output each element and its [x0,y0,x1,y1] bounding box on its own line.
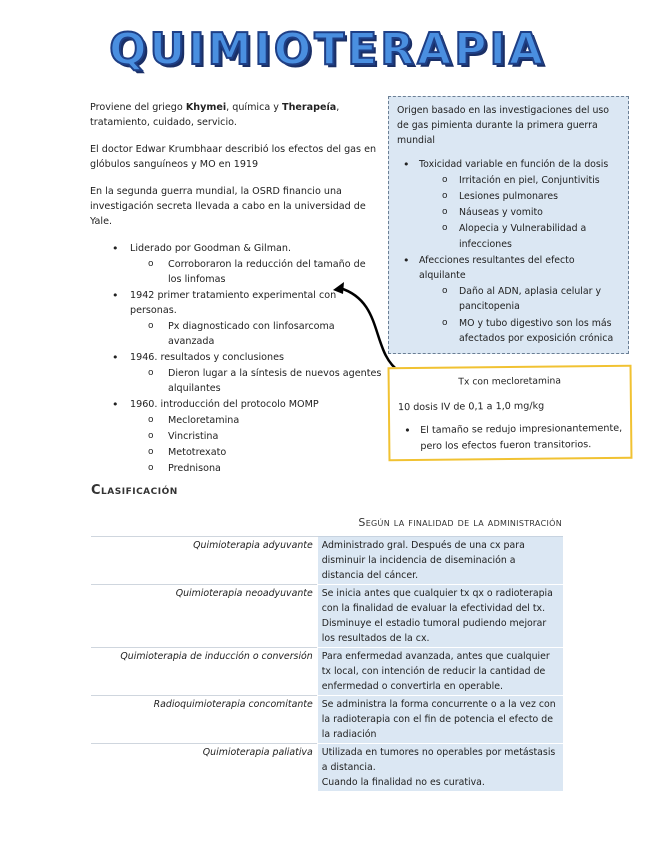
sub-list-item: o Vincristina [90,429,382,444]
list-item: • 1960. introducción del protocolo MOMP [90,397,382,412]
row-description: Administrado gral. Después de una cx para disminuir la incidencia de diseminación a distancia del cáncer. [317,537,563,585]
sub-list-item: o Prednisona [90,461,382,476]
sub-list-item: o Dieron lugar a la síntesis de nuevos agentes alquilantes [90,366,382,396]
row-label: Quimioterapia paliativa [91,744,317,792]
origin-box [388,96,629,354]
sub-list-item: o Px diagnosticado con linfosarcoma avanzada [90,319,382,349]
row-description: Se inicia antes que cualquier tx qx o radioterapia con la finalidad de evaluar la efectividad del tx. Disminuye el estadio tumoral pudiendo mejorar los resultados de la cx. [317,585,563,648]
sub-list-item: o Mecloretamina [90,413,382,428]
treatment-dose: 10 dosis IV de 0,1 a 1,0 mg/kg [397,400,545,414]
sub-list-item: o Lesiones pulmonares [397,189,620,204]
table-subtitle: Según la finalidad de la administración [358,516,562,529]
term-therapeia: Therapeía [282,102,337,113]
origin-intro: Origen basado en las investigaciones del uso de gas pimienta durante la primera guerra mundial [397,105,610,147]
list-item: • Toxicidad variable en función de la dosis [397,157,620,172]
text-span: Proviene del griego [90,102,186,113]
list-item: • 1942 primer tratamiento experimental con personas. [90,288,382,318]
sub-list-item: o Metotrexato [90,445,382,460]
table-row [91,696,564,744]
treatment-box [388,365,633,462]
sub-list-item: o Corroboraron la reducción del tamaño de los linfomas [90,257,382,287]
origin-list [397,157,620,346]
sub-list-item: o Irritación en piel, Conjuntivitis [397,173,620,188]
list-item: • Liderado por Goodman & Gilman. [90,241,382,256]
classification-table [91,536,564,792]
section-heading: Clasificación [91,483,178,498]
intro-paragraph-osrd: En la segunda guerra mundial, la OSRD financio una investigación secreta llevada a cabo en la universidad de Yale. [90,186,366,227]
row-description: Utilizada en tumores no operables por metástasis a distancia. Cuando la finalidad no es curativa. [317,744,563,792]
page-title: QUIMIOTERAPIA [109,24,546,75]
sub-list-item: o Daño al ADN, aplasia celular y pancitopenia [397,284,620,314]
list-item: • Afecciones resultantes del efecto alquilante [397,253,620,283]
list-item: • 1946. resultados y conclusiones [90,350,382,365]
row-label: Quimioterapia neoadyuvante [91,585,317,648]
row-label: Quimioterapia adyuvante [91,537,317,585]
sub-list-item: o Alopecia y Vulnerabilidad a infecciones [397,221,620,251]
sub-list-item: o Náuseas y vomito [397,205,620,220]
sub-list-item: o MO y tubo digestivo son los más afectados por exposición crónica [397,316,620,346]
list-item: • El tamaño se redujo impresionantemente, pero los efectos fueron transitorios. [398,421,622,454]
row-label: Quimioterapia de inducción o conversión [91,648,317,696]
table-row [91,744,564,792]
treatment-formula: Tx con mecloretamina [458,375,562,388]
intro-paragraph-krumbhaar: El doctor Edwar Krumbhaar describió los efectos del gas en glóbulos sanguíneos y MO en 1919 [90,144,377,170]
text-span: , química y [226,102,283,113]
term-khymei: Khymei [185,102,227,113]
row-description: Para enfermedad avanzada, antes que cualquier tx local, con intención de reducir la cantidad de enfermedad o convertirla en operable. [317,648,563,696]
row-label: Radioquimioterapia concomitante [91,696,317,744]
table-row [91,585,564,648]
intro-paragraph-etymology [90,100,382,130]
row-description: Se administra la forma concurrente o a la vez con la radioterapia con el fin de potencia el efecto de la radiación [317,696,563,744]
table-row [91,537,564,585]
table-row [91,648,564,696]
text-span: , tratamiento, cuidado, servicio. [90,102,340,128]
